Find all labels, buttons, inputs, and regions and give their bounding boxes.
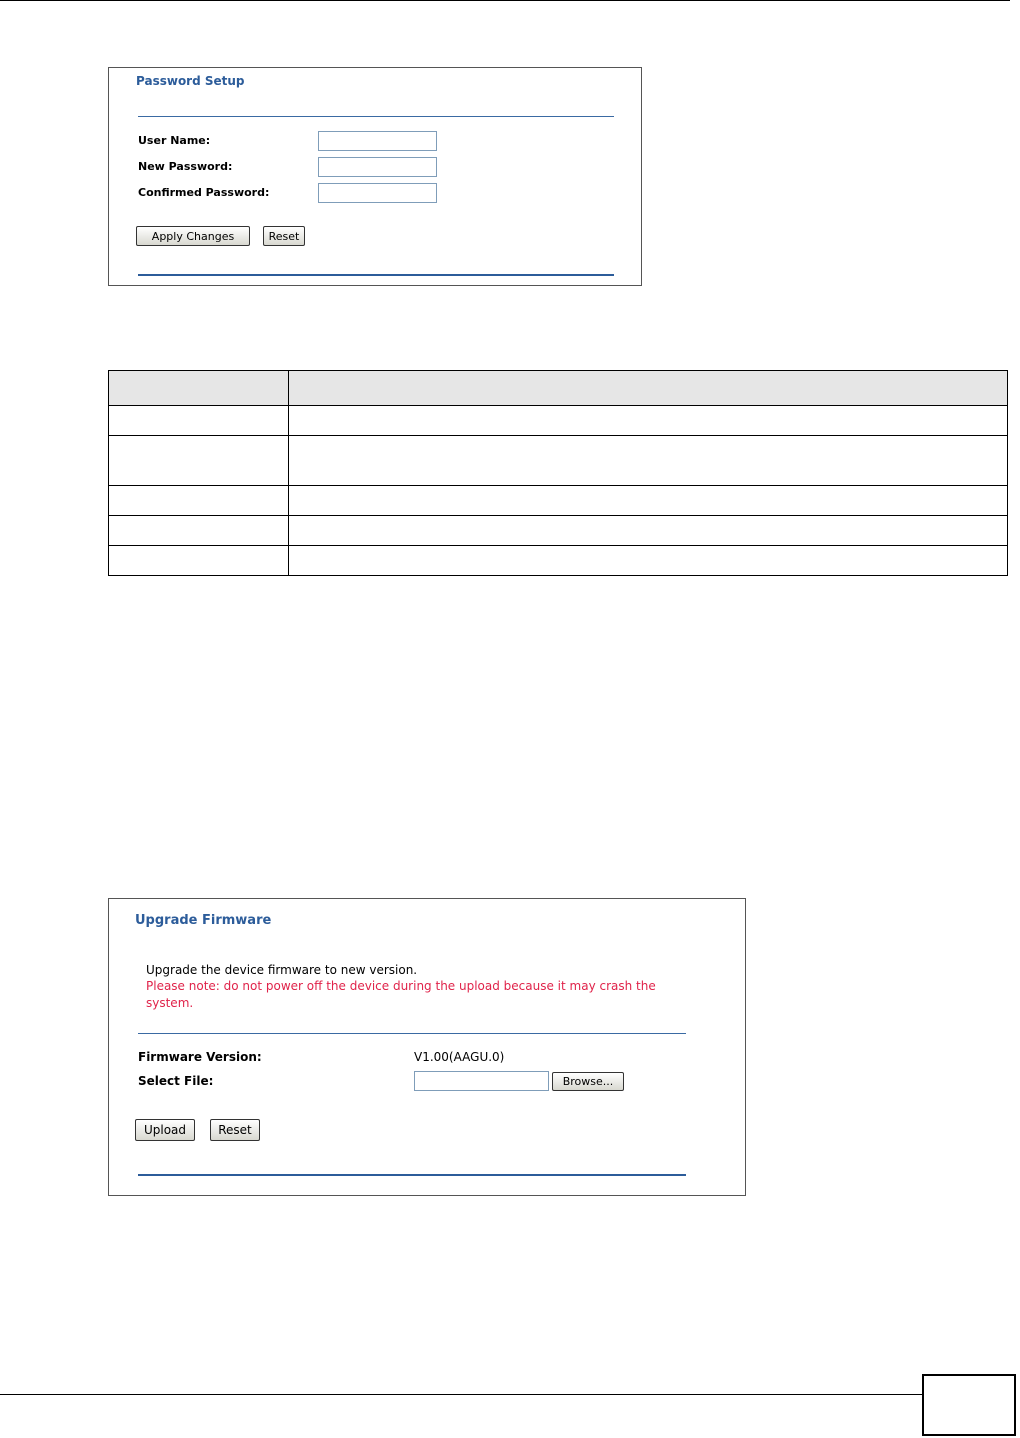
upgrade-warning-line1: Please note: do not power off the device during the upload because it may crash the — [146, 979, 656, 993]
table-cell — [109, 546, 289, 576]
header-rule — [0, 0, 1010, 1]
table-cell — [289, 546, 1008, 576]
firmware-version-label: Firmware Version: — [138, 1050, 262, 1064]
table-cell — [109, 436, 289, 486]
password-setup-top-rule — [138, 116, 614, 117]
firmware-version-value: V1.00(AAGU.0) — [414, 1050, 505, 1064]
user-name-input[interactable] — [318, 131, 437, 151]
table-cell — [289, 436, 1008, 486]
confirmed-password-label: Confirmed Password: — [138, 186, 270, 199]
select-file-input[interactable] — [414, 1071, 549, 1091]
table-header-cell — [109, 371, 289, 406]
upgrade-intro-text: Upgrade the device firmware to new version. — [146, 963, 418, 977]
password-setup-panel — [108, 67, 642, 286]
footer-rule — [0, 1394, 922, 1395]
browse-button[interactable]: Browse... — [552, 1072, 624, 1091]
new-password-input[interactable] — [318, 157, 437, 177]
apply-changes-button[interactable]: Apply Changes — [136, 226, 250, 246]
upgrade-firmware-bottom-rule — [138, 1174, 686, 1176]
table-cell — [109, 486, 289, 516]
select-file-label: Select File: — [138, 1074, 214, 1088]
upgrade-firmware-panel — [108, 898, 746, 1196]
user-name-label: User Name: — [138, 134, 211, 147]
table-cell — [289, 406, 1008, 436]
upgrade-firmware-top-rule — [138, 1033, 686, 1034]
firmware-reset-button[interactable]: Reset — [210, 1119, 260, 1141]
password-reset-button[interactable]: Reset — [263, 226, 305, 246]
table-row — [109, 486, 1008, 516]
table-row — [109, 546, 1008, 576]
table-row — [109, 406, 1008, 436]
table-cell — [289, 486, 1008, 516]
password-setup-bottom-rule — [138, 274, 614, 276]
table-cell — [109, 516, 289, 546]
new-password-label: New Password: — [138, 160, 233, 173]
page-number-box — [922, 1374, 1016, 1436]
upgrade-firmware-title: Upgrade Firmware — [135, 913, 272, 928]
table-row — [109, 436, 1008, 486]
upload-button[interactable]: Upload — [135, 1119, 195, 1141]
password-setup-title: Password Setup — [136, 74, 245, 88]
description-table — [108, 370, 1008, 576]
table-cell — [289, 516, 1008, 546]
table-cell — [109, 406, 289, 436]
table-header-row — [109, 371, 1008, 406]
table-row — [109, 516, 1008, 546]
upgrade-warning-line2: system. — [146, 996, 194, 1010]
table-header-cell — [289, 371, 1008, 406]
confirmed-password-input[interactable] — [318, 183, 437, 203]
